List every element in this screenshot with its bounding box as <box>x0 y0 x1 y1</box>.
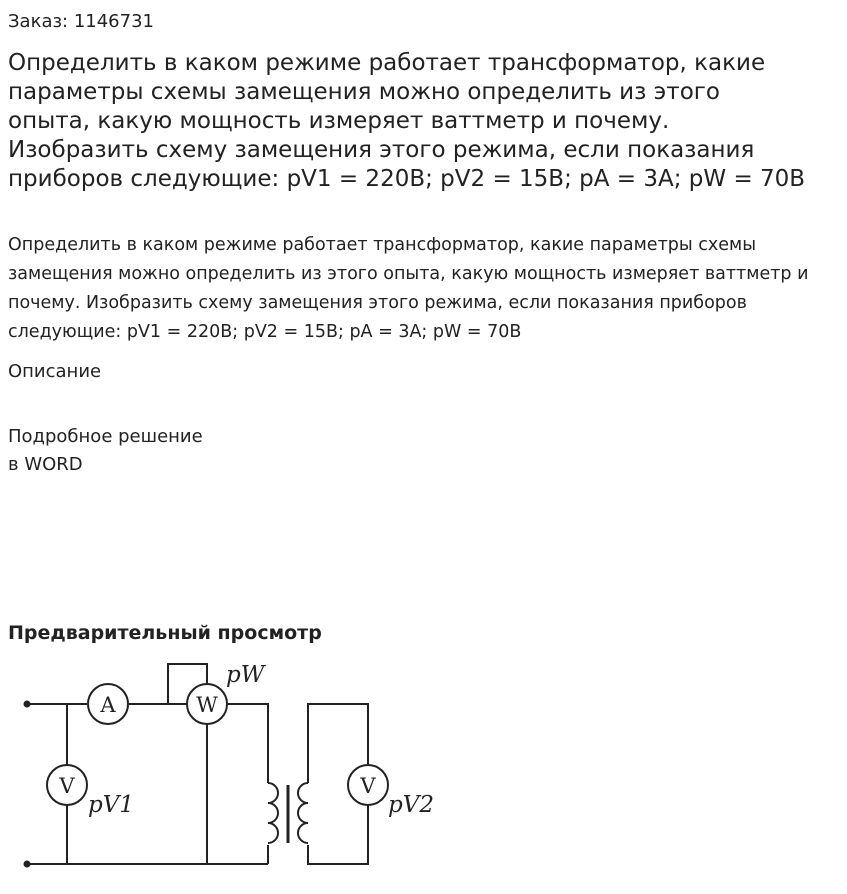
primary-winding <box>268 783 278 843</box>
terminal-bottom <box>24 861 31 868</box>
wire-secondary-bottom <box>308 805 368 864</box>
label-pv2: pV2 <box>388 792 434 818</box>
order-number: Заказ: 1146731 <box>8 11 154 32</box>
task-description: Определить в каком режиме работает трансформатор, какие параметры схемы замещения можно определить из этого опыта, какую мощность измеряет ваттметр и почему. Изобразить схему замещения этого режима, если показания приборов следующие: pV1 = 220В; pV2 = 15В; pA = 3А; pW = 70В <box>8 235 809 342</box>
secondary-winding <box>298 783 308 843</box>
wattmeter-letter: W <box>196 693 218 717</box>
solution-line-1: Подробное решение <box>8 426 203 447</box>
label-pv1: pV1 <box>88 792 134 818</box>
wire-w-to-primary <box>227 704 268 783</box>
voltmeter-2-letter: V <box>360 774 376 798</box>
task-title: Определить в каком режиме работает трансформатор, какие параметры схемы замещения можно определить из этого опыта, какую мощность измеряет ваттметр и почему. Изобразить схему замещения этого режима, если показания приборов следующие: pV1 = 220В; pV2 = 15В; pA = 3А; pW = 70В <box>8 50 806 192</box>
solution-note <box>8 423 203 479</box>
ammeter-letter: A <box>100 693 116 717</box>
preview-heading: Предварительный просмотр <box>8 622 322 644</box>
terminal-top <box>24 701 31 708</box>
description-label: Описание <box>8 361 102 382</box>
solution-line-2: в WORD <box>8 454 83 475</box>
label-pw: pW <box>226 662 265 688</box>
voltmeter-1-letter: V <box>59 774 75 798</box>
circuit-diagram <box>14 660 454 884</box>
